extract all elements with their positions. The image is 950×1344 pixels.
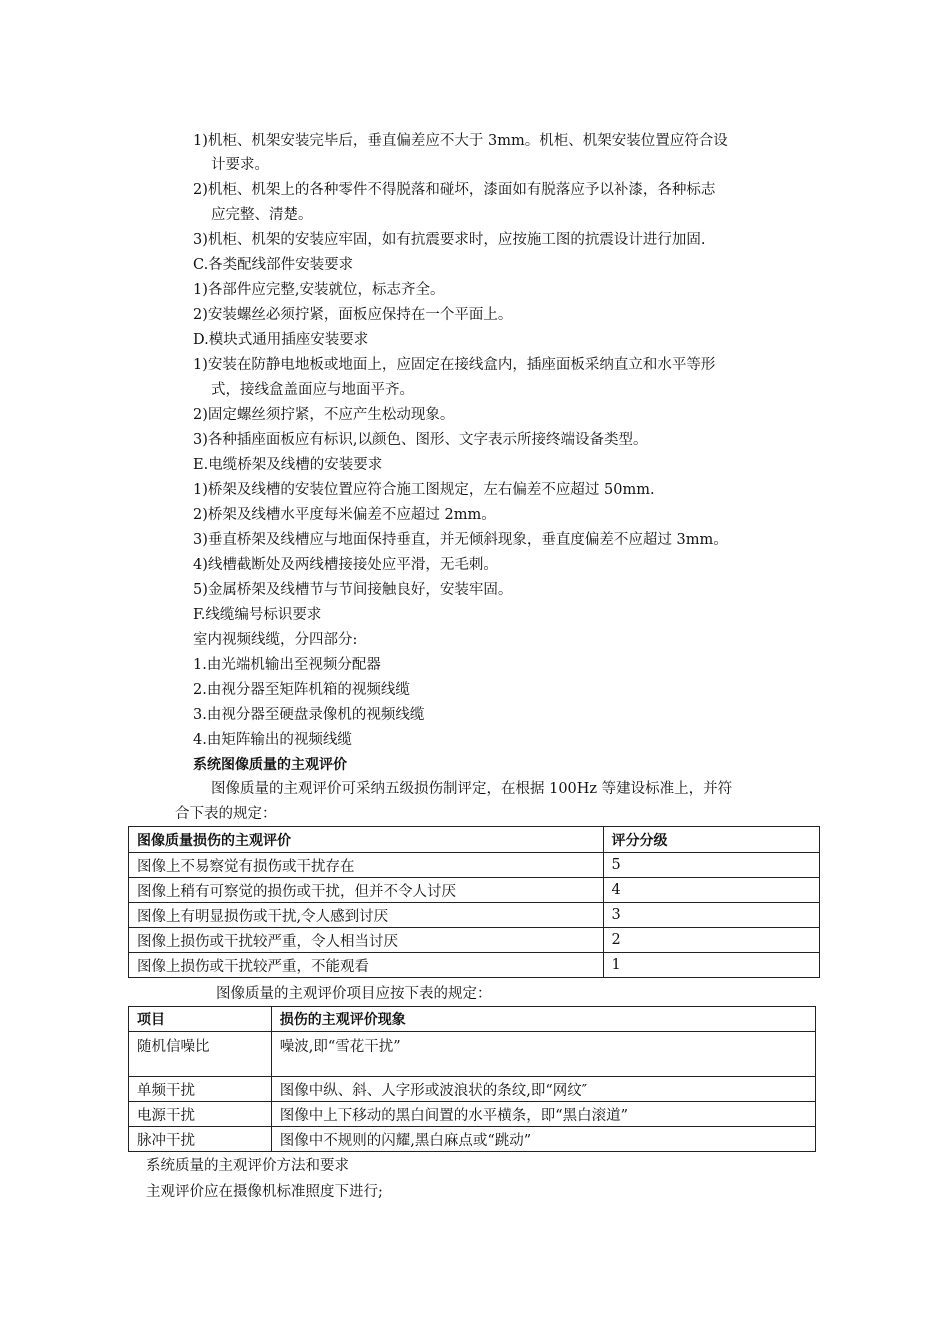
text-line: 2)机柜、机架上的各种零件不得脱落和碰坏，漆面如有脱落应予以补漆，各种标志 <box>193 182 716 198</box>
table-header-row <box>129 1007 816 1032</box>
table-cell: 图像中不规则的闪耀,黑白麻点或“跳动” <box>271 1127 815 1152</box>
text-line: 式，接线盒盖面应与地面平齐。 <box>211 382 414 398</box>
text-line: 计要求。 <box>211 157 269 173</box>
text-line: D.模块式通用插座安装要求 <box>193 332 369 348</box>
table-cell: 图像上不易察觉有损伤或干扰存在 <box>129 853 604 878</box>
table-cell: 脉冲干扰 <box>129 1127 272 1152</box>
table-header-cell: 项目 <box>129 1007 272 1032</box>
table-cell: 2 <box>603 928 820 953</box>
table-cell: 电源干扰 <box>129 1102 272 1127</box>
text-line: 2)桥架及线槽水平度每米偏差不应超过 2mm。 <box>193 507 496 523</box>
text-line: 1)桥架及线槽的安装位置应符合施工图规定，左右偏差不应超过 50mm. <box>193 482 655 498</box>
intro-text: 合下表的规定： <box>175 806 277 822</box>
table-cell: 1 <box>603 953 820 978</box>
table-row <box>129 1032 816 1077</box>
text-line: 3)机柜、机架的安装应牢固，如有抗震要求时，应按施工图的抗震设计进行加固. <box>193 232 706 248</box>
text-line: 1.由光端机输出至视频分配器 <box>193 657 381 673</box>
text-line: C.各类配线部件安装要求 <box>193 257 354 273</box>
table-row <box>129 1127 816 1152</box>
table-cell: 图像上损伤或干扰较严重，不能观看 <box>129 953 604 978</box>
text-line: 3)各种插座面板应有标识,以颜色、图形、文字表示所接终端设备类型。 <box>193 432 648 448</box>
text-line: 室内视频线缆，分四部分: <box>193 632 358 648</box>
table-cell: 图像中纵、斜、人字形或波浪状的条纹,即“网纹″ <box>271 1077 815 1102</box>
text-line: 2.由视分器至矩阵机箱的视频线缆 <box>193 682 410 698</box>
table-row <box>129 1102 816 1127</box>
text-line: 4)线槽截断处及两线槽接接处应平滑，无毛刺。 <box>193 557 498 573</box>
table-cell: 随机信噪比 <box>129 1032 272 1077</box>
text-line: 2)固定螺丝须拧紧，不应产生松动现象。 <box>193 407 455 423</box>
evaluation-items-table <box>128 1006 816 1152</box>
section-heading: 系统图像质量的主观评价 <box>193 757 347 773</box>
text-line: 2)安装螺丝必须拧紧，面板应保持在一个平面上。 <box>193 307 513 323</box>
table-row <box>129 878 820 903</box>
text-line: 1)机柜、机架安装完毕后，垂直偏差应不大于 3mm。机柜、机架安装位置应符合设 <box>193 133 728 149</box>
table-cell: 单频干扰 <box>129 1077 272 1102</box>
intro-text: 图像质量的主观评价可采纳五级损伤制评定，在根据 100Hz 等建设标准上，并符 <box>211 781 733 797</box>
table-cell: 图像中上下移动的黑白间置的水平横条，即“黑白滚道” <box>271 1102 815 1127</box>
table-cell: 图像上有明显损伤或干扰,令人感到讨厌 <box>129 903 604 928</box>
table-header-cell: 图像质量损伤的主观评价 <box>129 827 604 853</box>
text-line: 应完整、清楚。 <box>211 207 313 223</box>
table-header-row <box>129 827 820 853</box>
text-line: 3)垂直桥架及线槽应与地面保持垂直，并无倾斜现象，垂直度偏差不应超过 3mm。 <box>193 532 728 548</box>
table-cell: 图像上损伤或干扰较严重，令人相当讨厌 <box>129 928 604 953</box>
text-line: 1)安装在防静电地板或地面上，应固定在接线盒内，插座面板采纳直立和水平等形 <box>193 357 716 373</box>
table-row <box>129 903 820 928</box>
table-cell: 噪波,即“雪花干扰” <box>271 1032 815 1077</box>
table-cell: 3 <box>603 903 820 928</box>
table-row <box>129 928 820 953</box>
text-line: E.电缆桥架及线槽的安装要求 <box>193 457 383 473</box>
text-line: 主观评价应在摄像机标准照度下进行; <box>146 1184 383 1200</box>
table-cell: 图像上稍有可察觉的损伤或干扰，但并不令人讨厌 <box>129 878 604 903</box>
text-line: 4.由矩阵输出的视频线缆 <box>193 732 352 748</box>
table-caption: 图像质量的主观评价项目应按下表的规定： <box>216 986 492 1002</box>
rating-table <box>128 826 820 978</box>
table-header-cell: 评分分级 <box>603 827 820 853</box>
table-row <box>129 853 820 878</box>
text-line: 3.由视分器至硬盘录像机的视频线缆 <box>193 707 425 723</box>
table-cell: 5 <box>603 853 820 878</box>
table-cell: 4 <box>603 878 820 903</box>
text-line: 1)各部件应完整,安装就位，标志齐全。 <box>193 282 445 298</box>
table-row <box>129 1077 816 1102</box>
text-line: F.线缆编号标识要求 <box>193 607 322 623</box>
table-header-cell: 损伤的主观评价现象 <box>271 1007 815 1032</box>
text-line: 系统质量的主观评价方法和要求 <box>146 1158 349 1174</box>
text-line: 5)金属桥架及线槽节与节间接触良好，安装牢固。 <box>193 582 513 598</box>
table-row <box>129 953 820 978</box>
